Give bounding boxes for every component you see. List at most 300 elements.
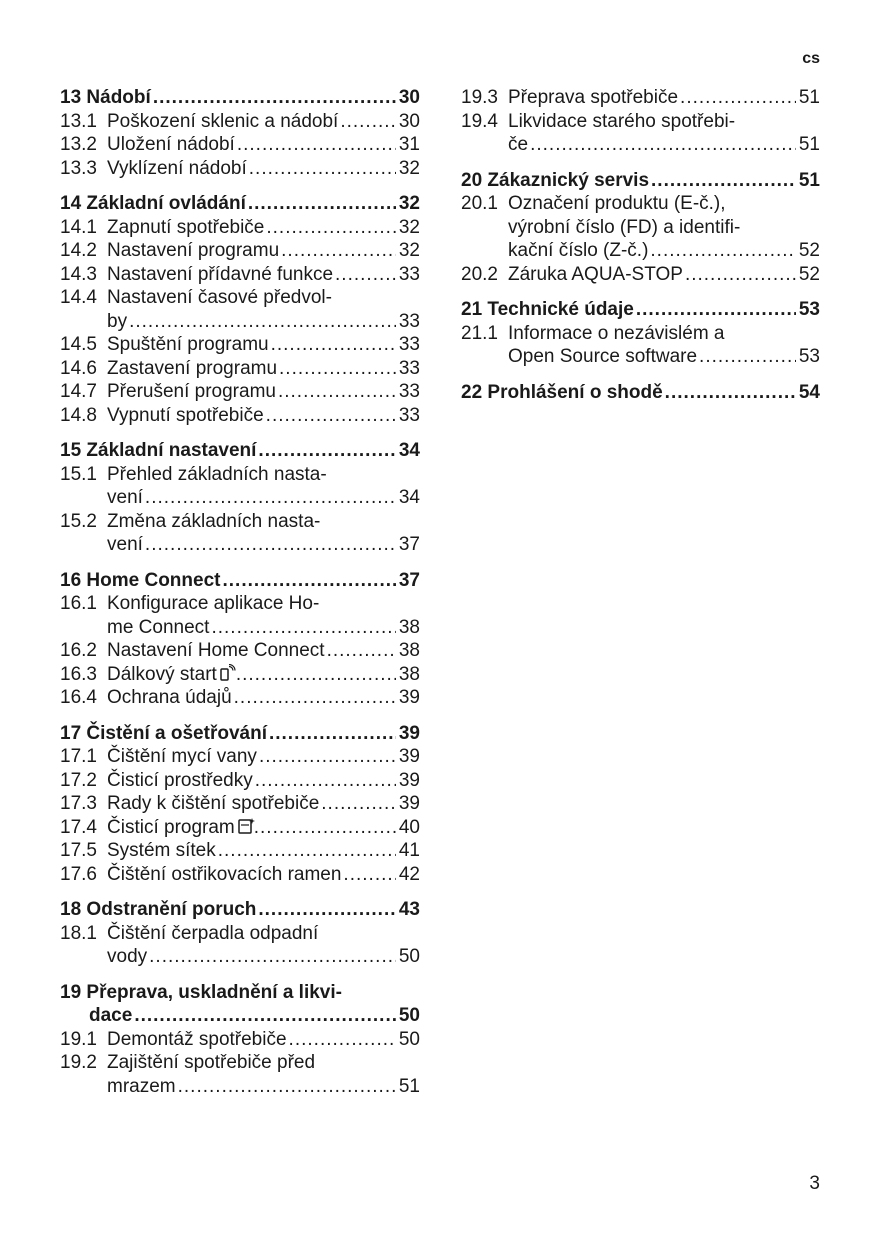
dot-leader	[685, 263, 796, 287]
entry-number: 15.1	[60, 463, 97, 485]
toc-entry[interactable]	[60, 463, 420, 510]
toc-text: Likvidace starého spotřebi-	[508, 110, 736, 132]
toc-heading[interactable]	[60, 722, 420, 746]
toc-entry[interactable]	[60, 380, 420, 404]
toc-line	[60, 722, 420, 746]
toc-text: Zastavení programu	[107, 357, 278, 379]
toc-line	[107, 380, 420, 404]
toc-page: 50	[398, 946, 420, 967]
toc-page: 52	[798, 263, 820, 285]
toc-page: 33	[398, 263, 420, 285]
toc-page: 42	[398, 863, 420, 885]
toc-heading[interactable]	[60, 569, 420, 593]
toc-line	[461, 298, 820, 322]
toc-page: 54	[798, 381, 820, 403]
dot-leader	[335, 263, 396, 287]
toc-entry[interactable]	[461, 263, 820, 287]
toc-page: 51	[798, 87, 820, 108]
toc-text: Spuštění programu	[107, 334, 269, 355]
toc-page: 40	[398, 816, 420, 838]
toc-page: 53	[798, 299, 820, 320]
toc-heading[interactable]	[461, 381, 820, 405]
toc-section	[60, 898, 420, 969]
toc-entry[interactable]	[60, 592, 420, 639]
entry-text	[107, 745, 420, 769]
entry-text	[508, 263, 820, 287]
entry-number: 17.3	[60, 793, 97, 814]
toc-line	[107, 639, 420, 663]
entry-number: 17.2	[60, 769, 97, 791]
toc-entry[interactable]	[60, 639, 420, 663]
toc-line	[107, 945, 420, 969]
dot-leader	[665, 381, 796, 405]
toc-page: 38	[398, 640, 420, 661]
dot-leader	[218, 839, 396, 863]
entry-number: 17.6	[60, 863, 97, 885]
toc-line	[60, 192, 420, 216]
toc-text: Zapnutí spotřebiče	[107, 216, 265, 238]
toc-text: 15 Základní nastavení	[60, 440, 257, 461]
toc-text: 21 Technické údaje	[461, 299, 634, 320]
toc-line	[508, 216, 820, 240]
dot-leader	[222, 569, 396, 593]
toc-section	[60, 86, 420, 180]
toc-text: Přehled základních nasta-	[107, 463, 327, 485]
entry-number: 14.8	[60, 404, 97, 426]
heading-text	[60, 439, 420, 463]
entry-text	[107, 263, 420, 287]
toc-entry[interactable]	[60, 745, 420, 769]
toc-entry[interactable]	[60, 1028, 420, 1052]
toc-text: 13 Nádobí	[60, 87, 151, 108]
entry-text	[107, 463, 420, 510]
toc-text: Záruka AQUA-STOP	[508, 263, 683, 285]
toc-line	[107, 110, 420, 134]
toc-page: 51	[798, 134, 820, 155]
toc-text: Změna základních nasta-	[107, 510, 321, 532]
dot-leader	[651, 169, 796, 193]
toc-text: dace	[89, 1005, 133, 1026]
toc-line	[107, 922, 420, 946]
entry-number: 19.2	[60, 1052, 97, 1073]
entry-text	[107, 110, 420, 134]
entry-text	[107, 380, 420, 404]
entry-text	[107, 863, 420, 887]
toc-text: 16 Home Connect	[60, 569, 221, 591]
entry-number: 13.3	[60, 157, 97, 179]
toc-line	[107, 863, 420, 887]
entry-text	[107, 404, 420, 428]
entry-number: 18.1	[60, 922, 97, 944]
entry-number: 19.3	[461, 87, 498, 108]
dot-leader	[289, 1028, 396, 1052]
entry-text	[508, 110, 820, 157]
dot-leader	[145, 533, 396, 557]
heading-text	[60, 898, 420, 922]
dot-leader	[254, 816, 396, 840]
dot-leader	[259, 745, 396, 769]
toc-entry[interactable]	[60, 769, 420, 793]
entry-number: 20.1	[461, 193, 498, 214]
toc-text: vody	[107, 946, 148, 967]
dot-leader	[236, 663, 396, 687]
toc-text: 18 Odstranění poruch	[60, 899, 257, 920]
toc-page: 51	[798, 169, 820, 191]
entry-text	[107, 510, 420, 557]
toc-heading[interactable]	[60, 981, 420, 1028]
toc-text: Dálkový start	[107, 663, 217, 685]
dot-leader	[258, 898, 396, 922]
toc-line	[60, 569, 420, 593]
dot-leader	[249, 157, 396, 181]
entry-number: 21.1	[461, 322, 498, 344]
toc-column-right	[461, 86, 820, 416]
toc-page: 30	[398, 110, 420, 132]
toc-text: Čisticí prostředky	[107, 769, 253, 791]
toc-entry[interactable]	[60, 263, 420, 287]
toc-line	[107, 239, 420, 263]
toc-entry[interactable]	[60, 922, 420, 969]
toc-text: 14 Základní ovládání	[60, 193, 246, 214]
toc-text: Přerušení programu	[107, 381, 276, 402]
dot-leader	[278, 380, 396, 404]
toc-page: 33	[398, 334, 420, 355]
entry-text	[107, 216, 420, 240]
toc-page: 33	[398, 310, 420, 332]
toc-page: 39	[398, 793, 420, 814]
toc-line	[60, 898, 420, 922]
toc-line	[107, 357, 420, 381]
dot-leader	[258, 439, 396, 463]
dot-leader	[343, 863, 396, 887]
toc-text: 22 Prohlášení o shodě	[461, 381, 663, 403]
toc-line	[508, 322, 820, 346]
toc-line	[107, 792, 420, 816]
toc-line	[60, 86, 420, 110]
toc-text: Demontáž spotřebiče	[107, 1028, 287, 1050]
toc-page: 41	[398, 840, 420, 861]
toc-line	[508, 86, 820, 110]
entry-text	[107, 333, 420, 357]
toc-page: 38	[398, 616, 420, 638]
dot-leader	[149, 945, 396, 969]
toc-entry[interactable]	[60, 792, 420, 816]
dot-leader	[178, 1075, 396, 1099]
toc-page: 39	[398, 769, 420, 791]
remote-start-icon	[220, 664, 234, 680]
toc-page: 52	[798, 240, 820, 261]
heading-text	[461, 298, 820, 322]
dot-leader	[248, 192, 396, 216]
toc-entry[interactable]	[461, 110, 820, 157]
toc-page: 39	[398, 722, 420, 744]
toc-entry[interactable]	[60, 863, 420, 887]
toc-line	[508, 263, 820, 287]
heading-text	[60, 722, 420, 746]
toc-page: 51	[398, 1075, 420, 1097]
toc-line	[107, 663, 420, 687]
entry-number: 19.4	[461, 110, 498, 132]
dot-leader	[281, 239, 396, 263]
language-code: cs	[802, 50, 820, 67]
entry-number: 16.2	[60, 640, 97, 661]
toc-text: Open Source software	[508, 346, 698, 367]
toc-line	[107, 1051, 420, 1075]
dot-leader	[266, 404, 396, 428]
toc-section	[461, 298, 820, 369]
toc-text: vení	[107, 534, 143, 555]
toc-entry[interactable]	[60, 333, 420, 357]
entry-number: 14.3	[60, 263, 97, 285]
toc-section	[461, 169, 820, 287]
toc-line	[107, 816, 420, 840]
entry-number: 15.2	[60, 510, 97, 532]
toc-page: 30	[398, 87, 420, 108]
toc-line	[107, 157, 420, 181]
entry-text	[107, 1028, 420, 1052]
heading-text	[60, 981, 420, 1028]
toc-text: 20 Zákaznický servis	[461, 169, 650, 191]
entry-number: 16.4	[60, 687, 97, 708]
toc-entry[interactable]	[60, 510, 420, 557]
toc-page: 50	[398, 1005, 420, 1026]
toc-text: 17 Čistění a ošetřování	[60, 722, 267, 744]
toc-page: 38	[398, 663, 420, 685]
dot-leader	[129, 310, 396, 334]
dot-leader	[255, 769, 396, 793]
toc-text: Čištění čerpadla odpadní	[107, 922, 319, 944]
toc-page: 37	[398, 569, 420, 591]
toc-page: 34	[398, 487, 420, 508]
toc-text: Přeprava spotřebiče	[508, 87, 679, 108]
toc-entry[interactable]	[461, 86, 820, 110]
toc-page: 32	[398, 193, 420, 214]
toc-text: Nastavení časové předvol-	[107, 287, 332, 308]
toc-line	[107, 133, 420, 157]
toc-text: Čištění mycí vany	[107, 746, 257, 767]
dot-leader	[340, 110, 396, 134]
toc-text: Označení produktu (E-č.),	[508, 193, 726, 214]
entry-number: 17.1	[60, 746, 97, 767]
entry-number: 17.4	[60, 816, 97, 838]
toc-page: 34	[398, 440, 420, 461]
toc-text: Čištění ostřikovacích ramen	[107, 863, 342, 885]
heading-text	[60, 86, 420, 110]
toc-page: 32	[398, 157, 420, 179]
entry-number: 14.4	[60, 287, 97, 308]
toc-page: 31	[398, 134, 420, 155]
toc-entry[interactable]	[60, 157, 420, 181]
heading-text	[461, 381, 820, 405]
dot-leader	[327, 639, 396, 663]
toc-line	[508, 192, 820, 216]
toc-heading[interactable]	[60, 898, 420, 922]
toc-entry[interactable]	[60, 110, 420, 134]
toc-text: me Connect	[107, 616, 210, 638]
toc-page: 32	[398, 240, 420, 261]
toc-line	[461, 169, 820, 193]
toc-text: Vyklízení nádobí	[107, 157, 247, 179]
toc-text: Zajištění spotřebiče před	[107, 1052, 316, 1073]
toc-page: 39	[398, 746, 420, 767]
toc-line	[508, 239, 820, 263]
dot-leader	[234, 686, 396, 710]
entry-text	[508, 192, 820, 263]
toc-text: kační číslo (Z-č.)	[508, 240, 649, 261]
entry-number: 16.3	[60, 663, 97, 685]
toc-heading[interactable]	[461, 298, 820, 322]
toc-line	[107, 839, 420, 863]
toc-page: 37	[398, 534, 420, 555]
toc-line	[107, 592, 420, 616]
toc-section	[60, 569, 420, 710]
toc-entry[interactable]	[60, 404, 420, 428]
heading-text	[60, 192, 420, 216]
toc-section	[461, 86, 820, 157]
entry-text	[107, 663, 420, 687]
entry-number: 14.2	[60, 240, 97, 261]
toc-entry[interactable]	[461, 322, 820, 369]
toc-page: 50	[398, 1028, 420, 1050]
toc-page: 33	[398, 357, 420, 379]
entry-text	[107, 839, 420, 863]
toc-text: Uložení nádobí	[107, 134, 235, 155]
toc-heading[interactable]	[461, 169, 820, 193]
toc-entry[interactable]	[60, 216, 420, 240]
entry-number: 14.1	[60, 216, 97, 238]
entry-text	[508, 86, 820, 110]
toc-line	[508, 345, 820, 369]
toc-line	[107, 486, 420, 510]
toc-column-left	[60, 86, 420, 1110]
dot-leader	[680, 86, 796, 110]
toc-page: 32	[398, 216, 420, 238]
toc-line	[60, 1004, 420, 1028]
toc-text: Informace o nezávislém a	[508, 322, 725, 344]
entry-number: 17.5	[60, 840, 97, 861]
toc-line	[60, 439, 420, 463]
toc-line	[107, 745, 420, 769]
toc-page: 43	[398, 899, 420, 920]
toc-line	[107, 463, 420, 487]
dot-leader	[321, 792, 396, 816]
dot-leader	[271, 333, 396, 357]
dot-leader	[279, 357, 396, 381]
entry-number: 20.2	[461, 263, 498, 285]
entry-text	[107, 357, 420, 381]
toc-entry[interactable]	[60, 133, 420, 157]
toc-line	[107, 310, 420, 334]
toc-text: Vypnutí spotřebiče	[107, 404, 264, 426]
toc-text: Nastavení přídavné funkce	[107, 263, 334, 285]
toc-text: Ochrana údajů	[107, 687, 232, 708]
dot-leader	[145, 486, 396, 510]
dot-leader	[636, 298, 796, 322]
toc-text: výrobní číslo (FD) a identifi-	[508, 216, 741, 238]
toc-text: Konfigurace aplikace Ho-	[107, 593, 320, 614]
toc-text: Čisticí program	[107, 816, 235, 838]
entry-number: 14.6	[60, 357, 97, 379]
toc-entry[interactable]	[60, 663, 420, 687]
entry-text	[107, 1051, 420, 1098]
dot-leader	[153, 86, 396, 110]
toc-heading[interactable]	[60, 192, 420, 216]
dot-leader	[237, 133, 396, 157]
toc-entry[interactable]	[60, 686, 420, 710]
toc-line	[107, 510, 420, 534]
entry-number: 19.1	[60, 1028, 97, 1050]
toc-line	[60, 981, 420, 1005]
entry-number: 13.1	[60, 110, 97, 132]
toc-section	[60, 192, 420, 427]
toc-line	[107, 216, 420, 240]
entry-text	[107, 157, 420, 181]
toc-page: 33	[398, 404, 420, 426]
dot-leader	[211, 616, 396, 640]
toc-line	[107, 686, 420, 710]
toc-section	[60, 981, 420, 1099]
entry-text	[107, 686, 420, 710]
toc-text: Systém sítek	[107, 840, 216, 861]
toc-line	[107, 616, 420, 640]
toc-heading[interactable]	[60, 86, 420, 110]
toc-line	[461, 381, 820, 405]
heading-text	[461, 169, 820, 193]
toc-entry[interactable]	[60, 286, 420, 333]
toc-line	[107, 286, 420, 310]
entry-text	[107, 769, 420, 793]
toc-entry[interactable]	[60, 239, 420, 263]
heading-text	[60, 569, 420, 593]
dot-leader	[134, 1004, 396, 1028]
dot-leader	[269, 722, 396, 746]
toc-entry[interactable]	[60, 816, 420, 840]
entry-text	[107, 792, 420, 816]
toc-entry[interactable]	[60, 839, 420, 863]
toc-text: by	[107, 310, 128, 332]
toc-entry[interactable]	[461, 192, 820, 263]
toc-text: če	[508, 134, 529, 155]
toc-line	[107, 1028, 420, 1052]
toc-heading[interactable]	[60, 439, 420, 463]
entry-text	[107, 592, 420, 639]
entry-text	[508, 322, 820, 369]
entry-text	[107, 816, 420, 840]
entry-text	[107, 239, 420, 263]
entry-text	[107, 133, 420, 157]
toc-text: Rady k čištění spotřebiče	[107, 793, 320, 814]
entry-number: 14.5	[60, 334, 97, 355]
dot-leader	[530, 133, 796, 157]
toc-text: vení	[107, 487, 143, 508]
toc-line	[107, 333, 420, 357]
toc-text: 19 Přeprava, uskladnění a likvi-	[60, 981, 342, 1003]
toc-page: 53	[798, 346, 820, 367]
toc-line	[107, 1075, 420, 1099]
toc-page: 33	[398, 381, 420, 402]
dot-leader	[699, 345, 796, 369]
toc-text: Nastavení programu	[107, 240, 280, 261]
toc-entry[interactable]	[60, 1051, 420, 1098]
toc-entry[interactable]	[60, 357, 420, 381]
toc-page: 39	[398, 687, 420, 708]
toc-section	[60, 722, 420, 887]
toc-line	[107, 769, 420, 793]
dot-leader	[266, 216, 396, 240]
entry-text	[107, 639, 420, 663]
toc-line	[508, 110, 820, 134]
toc-section	[60, 439, 420, 557]
